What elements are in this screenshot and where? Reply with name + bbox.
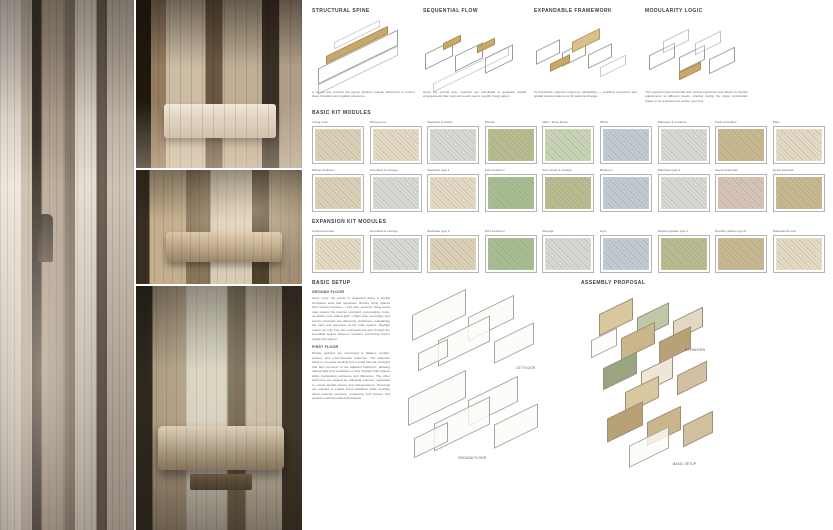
module-card xyxy=(715,229,767,273)
photo-column xyxy=(0,0,302,530)
ground-floor-heading: GROUND FLOOR xyxy=(312,290,345,295)
module-card xyxy=(773,229,825,273)
module-card xyxy=(427,168,479,212)
concept-title: SEQUENTIAL FLOW xyxy=(423,8,478,14)
figure-silhouette xyxy=(38,214,53,262)
module-plan xyxy=(715,174,767,212)
basic-kit-row-2 xyxy=(312,168,825,212)
module-plan xyxy=(542,126,594,164)
concept-caption: This supports both horizontal and vertical expansion and allows for flexible adjustments to different needs, whether during the initial construction phase or as requirements evolve over time. xyxy=(645,90,748,103)
module-plan xyxy=(427,126,479,164)
module-label: Covered terrace xyxy=(312,229,335,234)
module-label: Guest amenities xyxy=(715,168,738,173)
daybed-element xyxy=(166,232,282,262)
module-plan xyxy=(600,126,652,164)
module-plan xyxy=(600,235,652,273)
module-label: Staircase & entrance xyxy=(657,120,687,125)
module-card xyxy=(600,120,652,164)
expansion-kit-row-1 xyxy=(312,229,825,273)
concept-isometric-drawing xyxy=(645,19,748,87)
module-card xyxy=(312,229,364,273)
module-plan xyxy=(658,235,710,273)
module-label: Staircase type 3 xyxy=(427,229,450,234)
module-plan xyxy=(427,235,479,273)
module-label: Rooftop garden type 4 xyxy=(657,229,689,234)
concept-caption: Along the central axis, modules are articulated to generate spatial arrangements that respond to each user's specific living pattern. xyxy=(423,90,526,99)
basic-setup-axonometric xyxy=(398,280,573,468)
tall-interior-corridor-photo xyxy=(0,0,134,530)
first-floor-body: Private quarters are composed to balance comfort, privacy, and environmental response. The staircase leads to an upper landing and a small internal courtyard that also connects to the adjacent bathroom, allowing natural light and ventilation to flow through both spaces while maintaining enclosure and discretion. The other bedrooms are treated as individual volumes, separated to ensure spatial privacy and independence. Openings are oriented to enable cross-ventilation while avoiding direct external exposure, enhancing both privacy and passive environmental performance. xyxy=(312,351,390,401)
module-label: Dining room xyxy=(369,120,387,125)
module-plan xyxy=(715,235,767,273)
module-label: Kid's bedroom xyxy=(484,168,505,173)
assembly-axonometric xyxy=(581,286,825,468)
concept-sequential-flow xyxy=(423,8,526,103)
basic-kit-row-1 xyxy=(312,120,825,164)
module-card xyxy=(715,120,767,164)
basic-setup-title: BASIC SETUP xyxy=(312,280,351,287)
bedroom-photo xyxy=(136,0,302,168)
module-card xyxy=(658,168,710,212)
assembly-proposal xyxy=(581,280,825,468)
module-card xyxy=(542,120,594,164)
module-card xyxy=(370,168,422,212)
module-plan xyxy=(773,174,825,212)
expansion-kit-title: EXPANSION KIT MODULES xyxy=(312,219,387,226)
module-label: Kid's study & storage xyxy=(542,168,572,173)
assembly-title: ASSEMBLY PROPOSAL xyxy=(581,280,646,287)
module-label: Storage xyxy=(542,229,554,234)
module-plan xyxy=(312,174,364,212)
module-label: Amenities & storage xyxy=(369,229,398,234)
module-plan xyxy=(485,174,537,212)
module-card xyxy=(600,168,652,212)
concept-diagram-row xyxy=(312,8,825,103)
module-card xyxy=(658,229,710,273)
module-label: Staircase type 2 xyxy=(657,168,681,173)
module-plan xyxy=(485,126,537,164)
module-plan xyxy=(773,126,825,164)
module-plan xyxy=(600,174,652,212)
module-label: Patio xyxy=(772,120,780,125)
bottom-section xyxy=(312,280,825,468)
module-label: Guest bedroom xyxy=(772,168,795,173)
concept-caption: A central axis anchors the layout, guiding modular placement to ensure clear circulation and spatial coherence. xyxy=(312,90,415,99)
module-label: Staircase & books xyxy=(427,120,453,125)
concept-modularity-logic xyxy=(645,8,748,103)
module-card xyxy=(370,229,422,273)
module-label: Master bedroom xyxy=(312,168,335,173)
concept-expandable-framework xyxy=(534,8,637,103)
ground-floor-body: Upon entry, the house is organised along a central circulation area that separates primary living spaces from service functions. • Left side: services, living areas open toward the internal courtyard, encouraging cross-ventilation and natural light. • Right side: secondary and service functions are discreetly positioned, maintaining the calm and openness of the main spaces. Daylight enters not only from the courtyards but also through the interstitial spaces between modules, enhancing interior quality throughout. xyxy=(312,296,390,341)
module-plan xyxy=(312,235,364,273)
module-card xyxy=(485,229,537,273)
module-card xyxy=(427,120,479,164)
sectional-sofa-element xyxy=(158,426,284,470)
module-card xyxy=(370,120,422,164)
module-plan xyxy=(427,174,479,212)
first-floor-label: 1ST FLOOR xyxy=(516,366,536,371)
living-lounge-photo xyxy=(136,170,302,284)
concept-caption: Its framework supports long-term adaptability — enabling extensions and spatial transformations as life patterns change. xyxy=(534,90,637,99)
module-card xyxy=(427,229,479,273)
module-plan xyxy=(485,235,537,273)
module-label: Gym xyxy=(599,229,607,234)
module-plan xyxy=(773,235,825,273)
module-card xyxy=(312,120,364,164)
basic-setup-text-column xyxy=(312,280,390,468)
module-plan xyxy=(370,235,422,273)
module-plan xyxy=(715,126,767,164)
concept-structural-spine xyxy=(312,8,415,103)
module-plan xyxy=(370,174,422,212)
concept-title: STRUCTURAL SPINE xyxy=(312,8,370,14)
module-label: Kid's bedroom xyxy=(484,229,505,234)
module-card xyxy=(773,120,825,164)
concept-title: MODULARITY LOGIC xyxy=(645,8,703,14)
module-label: Kitchen xyxy=(484,120,496,125)
module-plan xyxy=(658,126,710,164)
module-plan xyxy=(542,235,594,273)
drawing-sheet xyxy=(302,0,833,530)
axonometric-plans xyxy=(398,280,573,462)
module-plan xyxy=(542,174,594,212)
concept-title: EXPANDABLE FRAMEWORK xyxy=(534,8,613,14)
module-plan xyxy=(370,126,422,164)
module-card xyxy=(600,229,652,273)
module-label: Solarpanels roof xyxy=(772,229,796,234)
module-card xyxy=(658,120,710,164)
module-label: Bedroom xyxy=(599,168,613,173)
basic-setup-label: BASIC SETUP xyxy=(673,462,697,467)
module-label: Amenities & storage xyxy=(369,168,398,173)
module-card xyxy=(542,168,594,212)
bed-element xyxy=(164,104,276,138)
module-card xyxy=(773,168,825,212)
module-card xyxy=(485,120,537,164)
module-label: Staircase type 1 xyxy=(427,168,450,173)
first-floor-heading: FIRST FLOOR xyxy=(312,345,339,350)
coffee-table-element xyxy=(190,474,252,490)
living-room-photo xyxy=(136,286,302,530)
concept-isometric-drawing xyxy=(312,19,415,87)
module-label: Patio amenities xyxy=(715,120,737,125)
module-card xyxy=(485,168,537,212)
module-card xyxy=(312,168,364,212)
basic-kit-title: BASIC KIT MODULES xyxy=(312,110,372,117)
concept-isometric-drawing xyxy=(534,19,637,87)
module-label: Office xyxy=(599,120,609,125)
module-label: Rooftop garden type 8 xyxy=(715,229,747,234)
module-label: Living room xyxy=(312,120,329,125)
module-plan xyxy=(658,174,710,212)
concept-isometric-drawing xyxy=(423,19,526,87)
module-card xyxy=(542,229,594,273)
expansion-label: EXPANSION xyxy=(685,348,706,353)
ground-floor-label: GROUND FLOOR xyxy=(458,456,487,461)
module-label: Main / Drive Room xyxy=(542,120,569,125)
module-card xyxy=(715,168,767,212)
module-plan xyxy=(312,126,364,164)
